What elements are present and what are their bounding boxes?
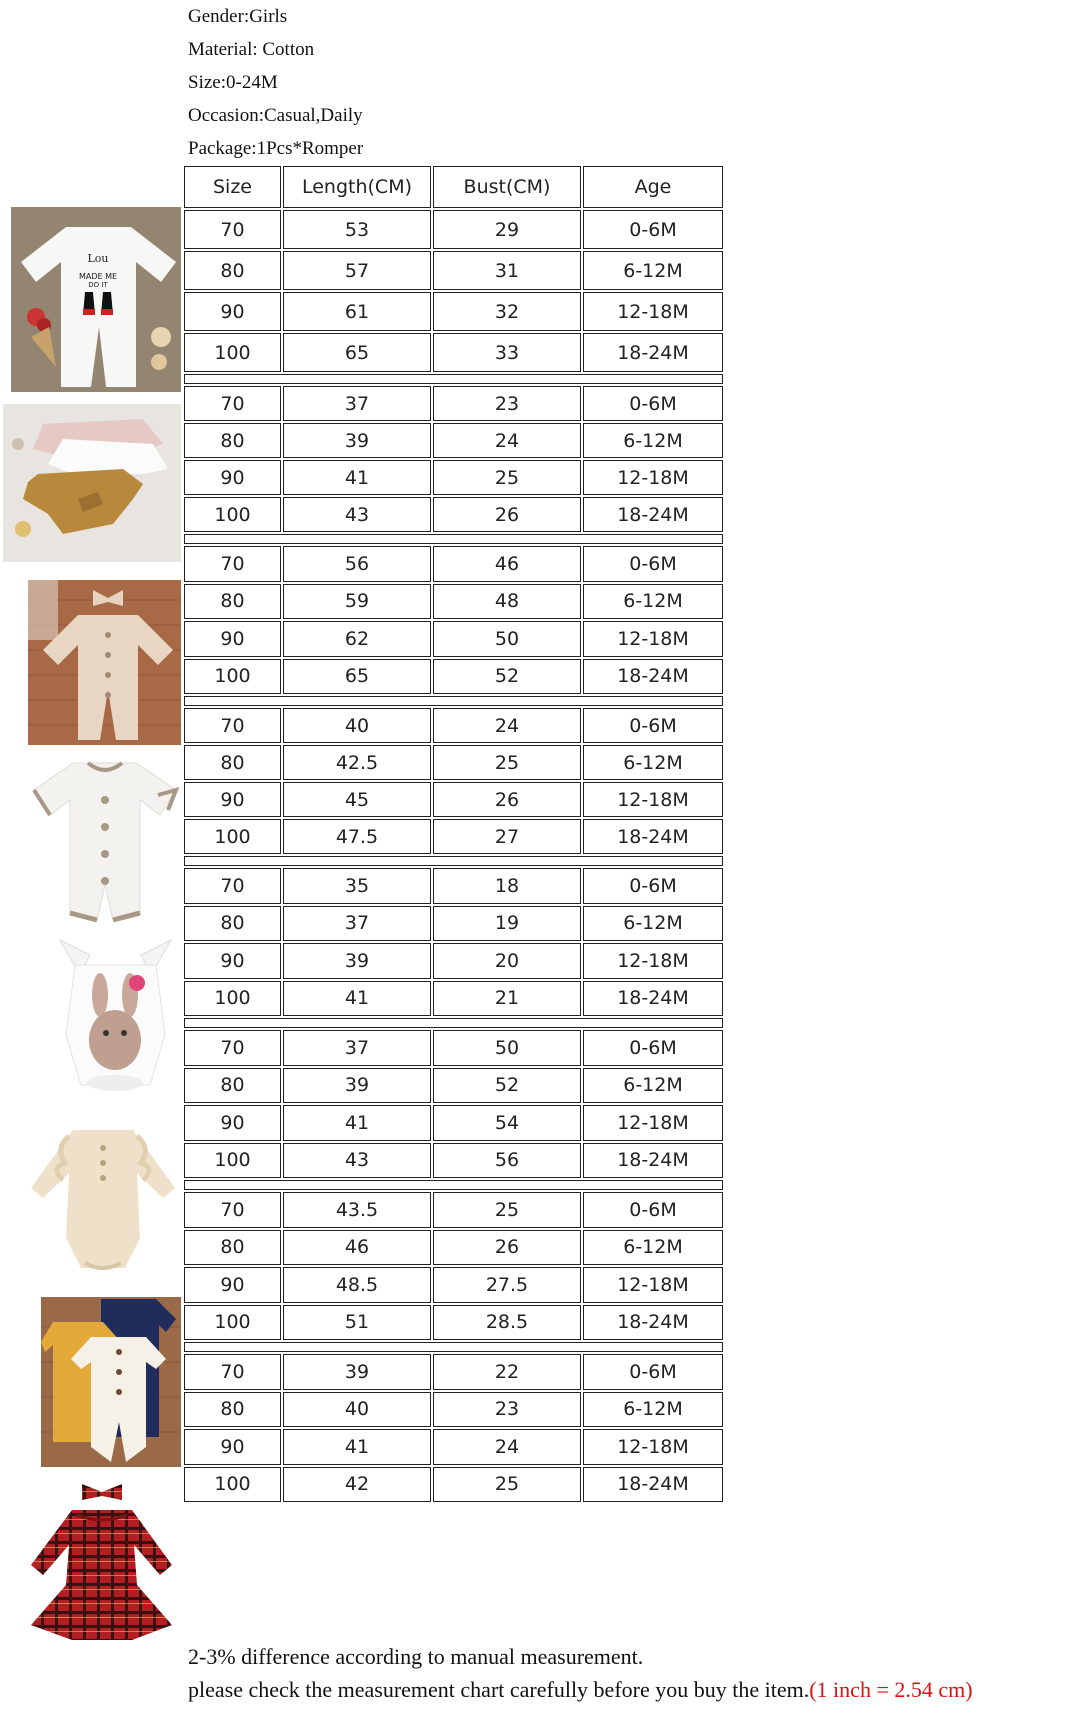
table-cell: 40 (283, 708, 431, 743)
group-separator-row (184, 1342, 723, 1352)
table-cell: 70 (184, 708, 281, 743)
table-row (183, 209, 730, 250)
table-cell: 0-6M (583, 386, 723, 421)
svg-text:DO IT: DO IT (88, 281, 108, 289)
table-cell: 25 (433, 1192, 581, 1228)
table-cell: 39 (283, 1068, 431, 1104)
table-cell: 48.5 (283, 1267, 431, 1303)
table-cell: 100 (184, 1143, 281, 1179)
group-separator-row (184, 374, 723, 384)
table-cell: 70 (184, 868, 281, 904)
table-row (183, 496, 730, 533)
table-cell: 18-24M (583, 819, 723, 854)
table-cell: 18 (433, 868, 581, 904)
table-cell: 80 (184, 1392, 281, 1428)
table-cell: 70 (184, 210, 281, 249)
table-row (183, 1104, 730, 1142)
table-cell: 70 (184, 1354, 281, 1390)
table-cell: 43 (283, 1143, 431, 1179)
measurement-difference-note: 2-3% difference according to manual measurement. (188, 1644, 644, 1669)
cream-ruffle-bodysuit-photo (25, 1118, 181, 1278)
table-cell: 61 (283, 292, 431, 331)
table-row (183, 818, 730, 855)
table-cell: 0-6M (583, 1192, 723, 1228)
table-cell: 41 (283, 1429, 431, 1465)
table-cell: 24 (433, 1429, 581, 1465)
table-cell: 6-12M (583, 1068, 723, 1104)
table-cell: 27.5 (433, 1267, 581, 1303)
table-cell: 6-12M (583, 584, 723, 620)
table-cell: 100 (184, 819, 281, 854)
table-cell: 100 (184, 1305, 281, 1341)
table-cell: 18-24M (583, 497, 723, 532)
table-row (183, 781, 730, 818)
table-cell: 70 (184, 386, 281, 421)
table-row (183, 867, 730, 905)
table-cell: 27 (433, 819, 581, 854)
table-cell: 100 (184, 981, 281, 1017)
table-row (183, 1067, 730, 1105)
table-cell: 80 (184, 1230, 281, 1266)
product-info (188, 0, 363, 165)
table-cell: 62 (283, 621, 431, 657)
table-cell: 6-12M (583, 1392, 723, 1428)
table-cell: 80 (184, 906, 281, 942)
table-cell: 56 (283, 546, 431, 582)
table-cell: 12-18M (583, 782, 723, 817)
table-cell: 56 (433, 1143, 581, 1179)
beige-ribbed-romper-headband-photo (28, 580, 181, 745)
table-cell: 80 (184, 423, 281, 458)
table-cell: 80 (184, 1068, 281, 1104)
table-cell: 26 (433, 782, 581, 817)
measurement-check-note (188, 1673, 973, 1706)
group-separator-row (184, 1018, 723, 1028)
table-cell: 6-12M (583, 423, 723, 458)
table-row (183, 658, 730, 696)
table-cell: 100 (184, 333, 281, 372)
table-cell: 70 (184, 1192, 281, 1228)
table-cell: 80 (184, 251, 281, 290)
table-cell: 41 (283, 981, 431, 1017)
table-cell: Bust(CM) (433, 166, 581, 208)
table-row (183, 905, 730, 943)
table-row (183, 1229, 730, 1267)
table-cell: 18-24M (583, 1305, 723, 1341)
table-row (183, 980, 730, 1018)
table-cell: 33 (433, 333, 581, 372)
table-cell: 42 (283, 1467, 431, 1503)
table-cell: 70 (184, 1030, 281, 1066)
table-row (183, 942, 730, 980)
table-cell: 12-18M (583, 460, 723, 495)
check-chart-text: please check the measurement chart carefully before you buy the item. (188, 1677, 810, 1702)
table-cell: 24 (433, 423, 581, 458)
table-cell: 41 (283, 460, 431, 495)
table-row (183, 707, 730, 744)
table-cell: 0-6M (583, 708, 723, 743)
table-cell: 37 (283, 906, 431, 942)
table-row (183, 1142, 730, 1180)
table-cell: 52 (433, 659, 581, 695)
table-cell: 0-6M (583, 210, 723, 249)
table-cell: 37 (283, 1030, 431, 1066)
table-cell: 100 (184, 659, 281, 695)
svg-text:Lou: Lou (87, 252, 109, 265)
table-cell: 22 (433, 1354, 581, 1390)
table-cell: 31 (433, 251, 581, 290)
table-cell: 12-18M (583, 943, 723, 979)
button-rompers-three-colors-photo (41, 1297, 181, 1467)
table-cell: 90 (184, 943, 281, 979)
table-cell: 39 (283, 423, 431, 458)
table-row (183, 1391, 730, 1429)
table-cell: 46 (433, 546, 581, 582)
table-cell: 18-24M (583, 333, 723, 372)
table-row (183, 1353, 730, 1391)
table-cell: 32 (433, 292, 581, 331)
table-cell: 6-12M (583, 745, 723, 780)
table-cell: 90 (184, 1429, 281, 1465)
package-text: Package:1Pcs*Romper (188, 138, 364, 159)
table-cell: Age (583, 166, 723, 208)
table-cell: 6-12M (583, 251, 723, 290)
table-cell: 40 (283, 1392, 431, 1428)
group-separator-row (184, 1180, 723, 1190)
occasion-text: Occasion:Casual,Daily (188, 105, 363, 126)
table-cell: 29 (433, 210, 581, 249)
table-cell: 52 (433, 1068, 581, 1104)
size-chart-table (183, 165, 730, 1503)
table-cell: 43 (283, 497, 431, 532)
table-cell: 19 (433, 906, 581, 942)
table-cell: 50 (433, 621, 581, 657)
table-row (183, 583, 730, 621)
table-cell: 20 (433, 943, 581, 979)
table-cell: 100 (184, 1467, 281, 1503)
table-cell: 45 (283, 782, 431, 817)
table-row (183, 1428, 730, 1466)
table-cell: 37 (283, 386, 431, 421)
table-header-row (183, 165, 730, 209)
table-cell: 0-6M (583, 1030, 723, 1066)
group-separator-row (184, 534, 723, 544)
table-cell: 18-24M (583, 659, 723, 695)
table-cell: 57 (283, 251, 431, 290)
table-cell: 12-18M (583, 621, 723, 657)
table-cell: 50 (433, 1030, 581, 1066)
table-cell: 41 (283, 1105, 431, 1141)
table-cell: 80 (184, 745, 281, 780)
table-row (183, 1266, 730, 1304)
table-cell: 0-6M (583, 546, 723, 582)
size-range-text: Size:0-24M (188, 72, 278, 93)
table-row (183, 291, 730, 332)
table-cell: 26 (433, 1230, 581, 1266)
table-cell: 12-18M (583, 292, 723, 331)
group-separator-row (184, 856, 723, 866)
table-cell: 90 (184, 292, 281, 331)
table-cell: 12-18M (583, 1429, 723, 1465)
table-cell: 90 (184, 1267, 281, 1303)
table-row (183, 744, 730, 781)
table-cell: 90 (184, 621, 281, 657)
table-cell: 90 (184, 460, 281, 495)
table-cell: 65 (283, 333, 431, 372)
table-cell: 0-6M (583, 1354, 723, 1390)
table-cell: 25 (433, 460, 581, 495)
bunny-print-bodysuit-photo (50, 935, 181, 1100)
red-plaid-dress-headband-photo (22, 1480, 181, 1645)
table-row (183, 1466, 730, 1504)
table-cell: 21 (433, 981, 581, 1017)
table-row (183, 250, 730, 291)
table-cell: 25 (433, 1467, 581, 1503)
table-cell: 35 (283, 868, 431, 904)
table-cell: 39 (283, 943, 431, 979)
table-cell: 90 (184, 1105, 281, 1141)
table-cell: 0-6M (583, 868, 723, 904)
table-cell: 48 (433, 584, 581, 620)
table-cell: 42.5 (283, 745, 431, 780)
table-cell: 6-12M (583, 1230, 723, 1266)
table-cell: 25 (433, 745, 581, 780)
group-separator-row (184, 696, 723, 706)
table-cell: 23 (433, 386, 581, 421)
table-cell: 18-24M (583, 1467, 723, 1503)
table-cell: 39 (283, 1354, 431, 1390)
footer-notes (188, 1640, 973, 1706)
table-cell: 26 (433, 497, 581, 532)
table-row (183, 332, 730, 373)
table-row (183, 459, 730, 496)
table-cell: 23 (433, 1392, 581, 1428)
table-cell: 46 (283, 1230, 431, 1266)
material-text: Material: Cotton (188, 39, 315, 60)
ruffle-sleeve-bodysuits-photo (3, 404, 181, 562)
table-cell: 100 (184, 497, 281, 532)
table-cell: 28.5 (433, 1305, 581, 1341)
white-romper-heels-print-photo (11, 207, 181, 392)
inch-conversion-text: (1 inch = 2.54 cm) (809, 1677, 973, 1702)
table-cell: 51 (283, 1305, 431, 1341)
table-cell: 47.5 (283, 819, 431, 854)
table-row (183, 620, 730, 658)
table-cell: 24 (433, 708, 581, 743)
table-cell: 18-24M (583, 981, 723, 1017)
table-row (183, 1304, 730, 1342)
white-short-sleeve-romper-photo (28, 755, 181, 925)
table-cell: Size (184, 166, 281, 208)
table-cell: 18-24M (583, 1143, 723, 1179)
table-cell: 53 (283, 210, 431, 249)
table-row (183, 385, 730, 422)
table-cell: 90 (184, 782, 281, 817)
table-cell: 54 (433, 1105, 581, 1141)
table-cell: 70 (184, 546, 281, 582)
table-row (183, 545, 730, 583)
gender-text: Gender:Girls (188, 6, 288, 27)
table-row (183, 1191, 730, 1229)
table-cell: Length(CM) (283, 166, 431, 208)
table-cell: 12-18M (583, 1105, 723, 1141)
table-cell: 80 (184, 584, 281, 620)
table-cell: 12-18M (583, 1267, 723, 1303)
table-cell: 59 (283, 584, 431, 620)
table-row (183, 422, 730, 459)
svg-text:MADE ME: MADE ME (78, 272, 118, 281)
table-cell: 65 (283, 659, 431, 695)
table-row (183, 1029, 730, 1067)
table-cell: 6-12M (583, 906, 723, 942)
table-cell: 43.5 (283, 1192, 431, 1228)
